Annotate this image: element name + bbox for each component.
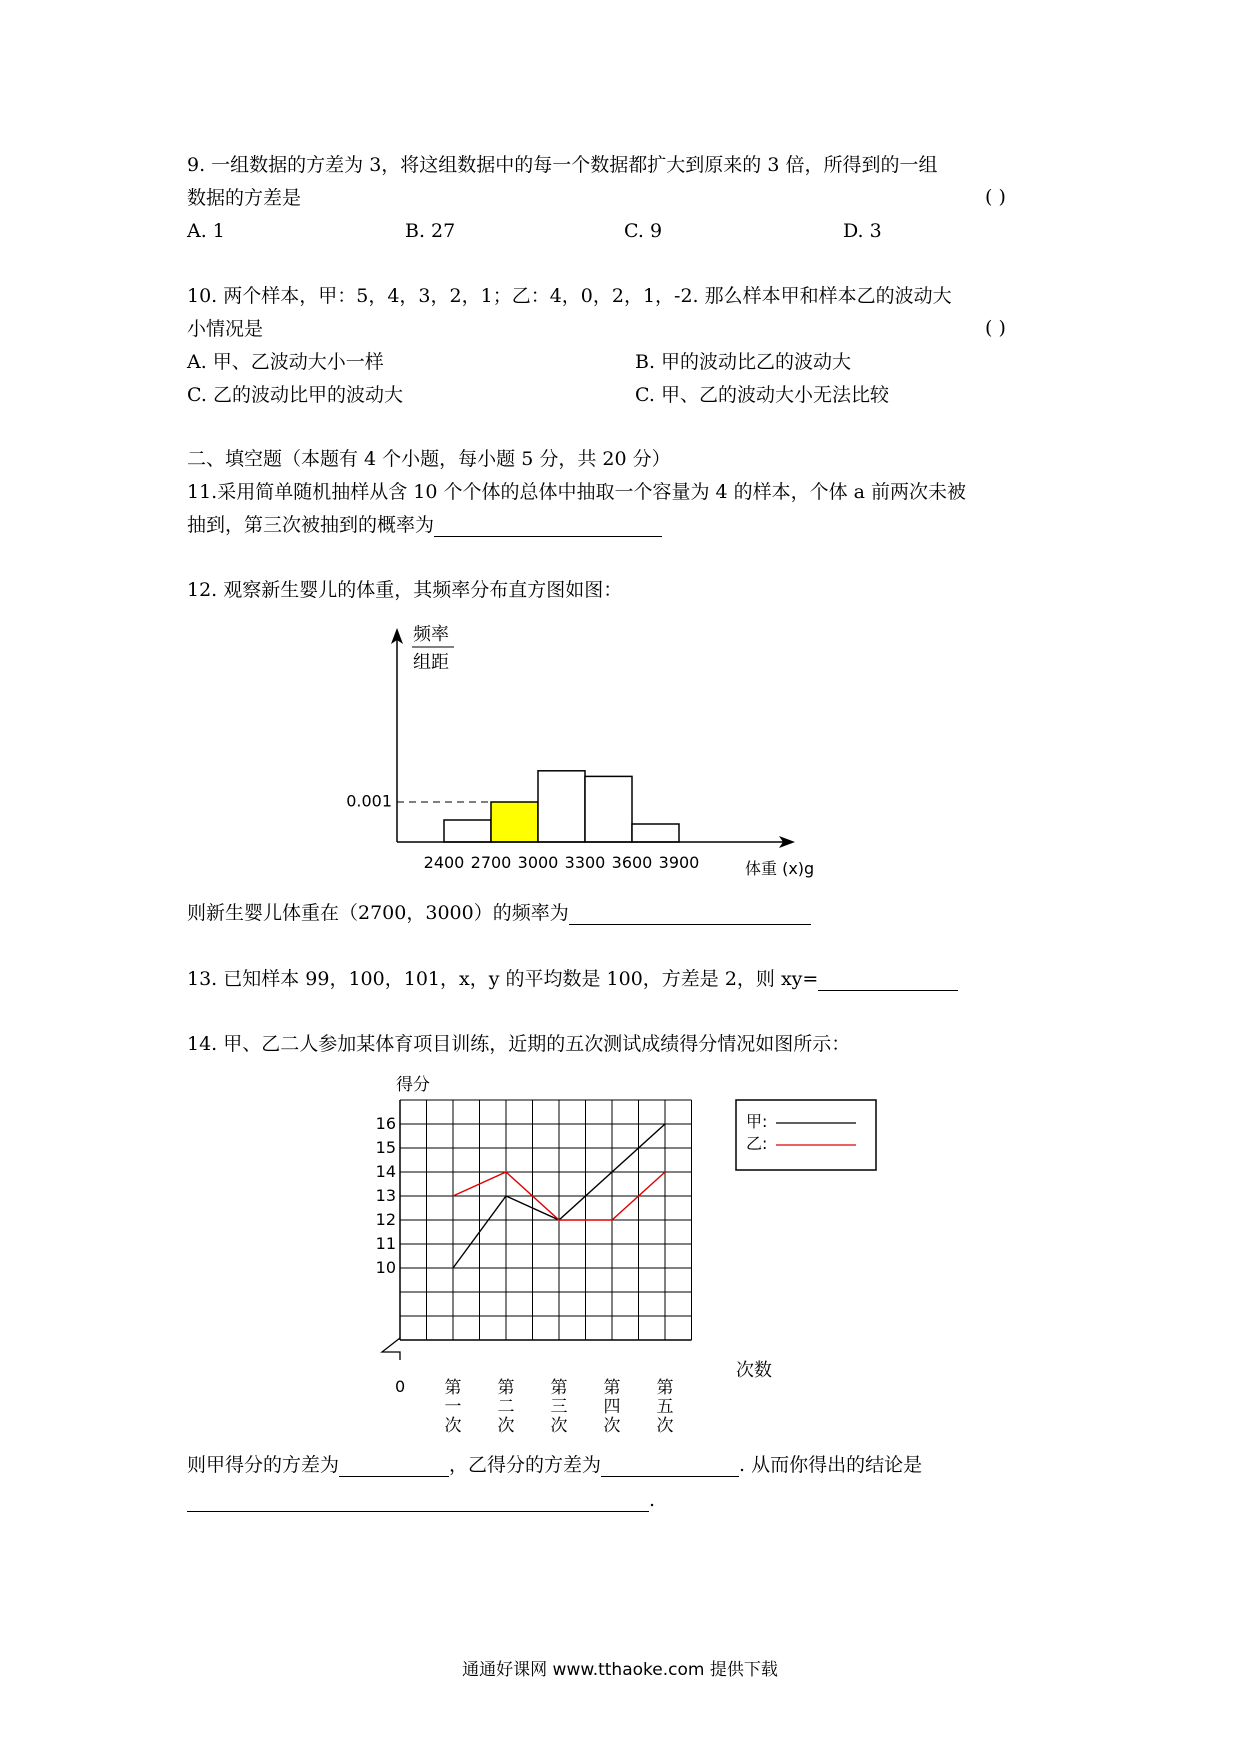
q14-conclusion-blank[interactable]: [187, 1491, 649, 1512]
legend-label-yi: 乙:: [746, 1134, 768, 1153]
q10-option-b: B. 甲的波动比乙的波动大: [635, 351, 852, 373]
q11-line2-text: 抽到，第三次被抽到的概率为: [187, 514, 435, 536]
histogram-bar: [444, 820, 491, 842]
q9-line1: 9. 一组数据的方差为 3，将这组数据中的每一个数据都扩大到原来的 3 倍，所得到的一组: [187, 154, 938, 176]
histogram-ylabel-bottom: 组距: [413, 652, 449, 673]
q14-answer-c-text: . 从而你得出的结论是: [739, 1454, 923, 1476]
q10-line2: 小情况是: [187, 318, 264, 340]
section-title: 二、填空题（本题有 4 个小题，每小题 5 分，共 20 分）: [187, 448, 671, 470]
histogram-x-tick: 3900: [658, 853, 700, 872]
q13-text: [187, 967, 958, 991]
histogram-x-tick: 2400: [423, 853, 465, 872]
q14-jia-variance-blank[interactable]: [339, 1456, 449, 1477]
q11-line1: 11.采用简单随机抽样从含 10 个个体的总体中抽取一个容量为 4 的样本，个体 a 前两次未被: [187, 481, 967, 503]
q9-answer-paren: ( ): [985, 186, 1006, 208]
histogram-bar: [585, 776, 632, 842]
footer-text: 通通好课网 www.tthaoke.com 提供下载: [462, 1660, 778, 1680]
histogram-y-tick: 0.001: [346, 791, 392, 811]
q14-conclusion-line: [187, 1488, 655, 1512]
line-chart-y-tick: 10: [375, 1258, 396, 1277]
q14-answer-a-text: 则甲得分的方差为: [187, 1454, 340, 1476]
q14-intro: 14. 甲、乙二人参加某体育项目训练，近期的五次测试成绩得分情况如图所示：: [187, 1033, 851, 1055]
line-chart-x-tick: 第二次: [497, 1378, 515, 1436]
q12-intro: 12. 观察新生婴儿的体重，其频率分布直方图如图：: [187, 579, 623, 601]
histogram-x-tick: 2700: [470, 853, 512, 872]
histogram-x-tick: 3300: [564, 853, 606, 872]
q9-option-a: A. 1: [187, 220, 225, 242]
q10-line1: 10. 两个样本，甲：5，4，3，2，1；乙：4，0，2，1，-2. 那么样本甲和样本乙的波动大: [187, 285, 952, 307]
line-chart-origin: 0: [395, 1377, 406, 1396]
q12-answer-line: [187, 901, 811, 925]
q10-option-a: A. 甲、乙波动大小一样: [187, 351, 384, 373]
q14-yi-variance-blank[interactable]: [601, 1456, 739, 1477]
q10-option-c: C. 乙的波动比甲的波动大: [187, 384, 403, 406]
line-chart-xlabel: 次数: [736, 1360, 772, 1381]
line-chart-y-tick: 14: [375, 1162, 396, 1181]
q10-option-d: C. 甲、乙的波动大小无法比较: [635, 384, 889, 406]
q14-answer-line: [187, 1453, 922, 1477]
line-chart-x-tick: 第一次: [444, 1378, 462, 1436]
histogram-bar: [632, 824, 679, 842]
line-chart-x-tick: 第四次: [603, 1378, 621, 1436]
line-chart-ylabel: 得分: [396, 1075, 430, 1095]
line-chart-y-tick: 13: [375, 1186, 396, 1205]
histogram-bar: [491, 802, 538, 842]
axis-break-mark: [382, 1338, 400, 1360]
q9-line2: 数据的方差是: [187, 187, 302, 209]
q11-line2: [187, 513, 662, 537]
histogram-x-tick: 3600: [611, 853, 653, 872]
score-line-chart: [370, 1070, 890, 1450]
q13-answer-blank[interactable]: [818, 970, 958, 991]
histogram-chart: [330, 620, 860, 885]
q9-option-b: B. 27: [405, 220, 456, 242]
histogram-x-tick: 3000: [517, 853, 559, 872]
q14-answer-end: .: [649, 1489, 656, 1511]
q10-answer-paren: ( ): [985, 317, 1006, 339]
line-chart-y-tick: 15: [375, 1138, 396, 1157]
line-chart-y-tick: 16: [375, 1114, 396, 1133]
q12-answer-blank[interactable]: [569, 904, 811, 925]
histogram-xlabel: 体重 (x)g: [745, 859, 815, 878]
line-chart-x-tick: 第五次: [656, 1378, 674, 1436]
histogram-ylabel-top: 频率: [413, 624, 449, 645]
q13-question-text: 13. 已知样本 99，100，101，x，y 的平均数是 100，方差是 2，则 xy=: [187, 968, 819, 990]
line-chart-y-tick: 11: [375, 1234, 396, 1253]
q14-answer-b-text: ，乙得分的方差为: [449, 1454, 602, 1476]
legend-label-jia: 甲:: [746, 1112, 768, 1131]
line-chart-x-tick: 第三次: [550, 1378, 568, 1436]
q9-option-c: C. 9: [624, 220, 663, 242]
line-chart-y-tick: 12: [375, 1210, 396, 1229]
histogram-bar: [538, 771, 585, 842]
q11-answer-blank[interactable]: [434, 516, 662, 537]
q9-option-d: D. 3: [843, 220, 882, 242]
q12-answer-text: 则新生婴儿体重在（2700，3000）的频率为: [187, 902, 569, 924]
